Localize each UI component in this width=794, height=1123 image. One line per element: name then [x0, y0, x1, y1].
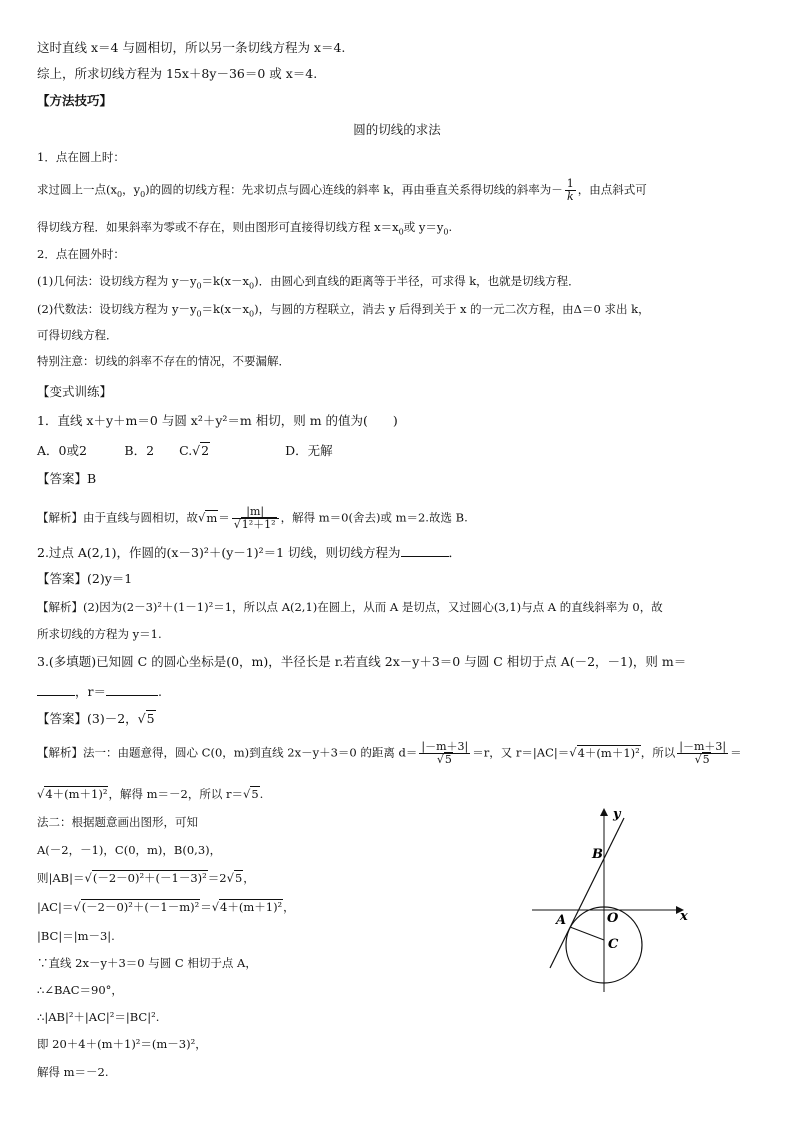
- answer-3: 【答案】(3)－2，√5: [37, 711, 155, 726]
- label-x: x: [680, 909, 688, 924]
- method-heading: 【方法技巧】: [37, 93, 113, 108]
- question-2: 2.过点 A(2,1)，作圆的(x－3)²＋(y－1)²＝1 切线，则切线方程为 ．: [37, 545, 462, 560]
- text-line: 这时直线 x＝4 与圆相切，所以另一条切线方程为 x＝4.: [37, 40, 346, 55]
- answer-blank: [37, 683, 75, 696]
- text-line: 2．点在圆外时：: [37, 247, 125, 261]
- question-3: 3.(多填题)已知圆 C 的圆心坐标是(0，m)，半径长是 r.若直线 2x－y＋3＝0 与圆 C 相切于点 A(－2，－1)，则 m＝: [37, 654, 687, 669]
- text-line: 可得切线方程．: [37, 328, 118, 342]
- text-line: 求过圆上一点($x_0$，$y_0$)的圆的切线方程：先求切点与圆心连线的斜率 k，再由垂直关系得切线的斜率为－ $\frac{1}{k}$ ，由点斜式可: [37, 177, 647, 203]
- explanation-3: 【解析】法一：由题意得，圆心 C(0，m)到直线 2x－y＋3＝0 的距离 d＝ $\frac{|-m+3|}{√5}$ ＝r，又 r＝|AC|＝√4＋(m＋1)²，所以 $\frac{|-m+3|}{√5}$ ＝: [37, 740, 742, 766]
- label-y: y: [613, 807, 621, 822]
- method-2: ∴|AB|²＋|AC|²＝|BC|².: [37, 1010, 160, 1024]
- explanation-2: 所求切线的方程为 y＝1.: [37, 627, 162, 641]
- section-title: 圆的切线的求法: [353, 122, 441, 137]
- label-c: C: [608, 937, 619, 952]
- question-3: ，r＝ .: [37, 683, 764, 700]
- fraction: $\frac{|-m+3|}{√5}$: [421, 740, 469, 766]
- explanation-3: √4＋(m＋1)²，解得 m＝－2，所以 r＝√5.: [37, 787, 264, 801]
- answer-2: 【答案】(2)y＝1: [37, 571, 133, 586]
- fraction: $\frac{|m|}{\text{√1²＋1²}}$: [232, 506, 279, 531]
- text-line: 1．点在圆上时：: [37, 150, 125, 164]
- answer-blank: [401, 544, 449, 557]
- text-line: 得切线方程．如果斜率为零或不存在，则由图形可直接得切线方程 $x=x_0$或 $y=y_0$.: [37, 220, 453, 237]
- label-o: O: [607, 911, 619, 926]
- text-line: (2)代数法：设切线方程为 $y-y_0=k(x-x_0)$，与圆的方程联立，消去 y 后得到关于 x 的一元二次方程，由Δ＝0 求出 k，: [37, 302, 650, 319]
- tangent-figure: [520, 800, 700, 1000]
- text-line: 综上，所求切线方程为 15x＋8y－36＝0 或 x＝4.: [37, 66, 318, 81]
- question-1: 1．直线 x＋y＋m＝0 与圆 x²＋y²＝m 相切，则 m 的值为( ): [37, 413, 398, 428]
- method-2: 解得 m＝－2.: [37, 1065, 109, 1079]
- explanation-1: 【解析】由于直线与圆相切，故√m＝ $\frac{|m|}{\text{√1²＋1²}}$ ，解得 m＝0(舍去)或 m＝2.故选 B.: [37, 505, 468, 531]
- method-2: A(－2，－1)，C(0，m)，B(0,3)，: [37, 843, 222, 857]
- radius-ac: [570, 927, 604, 940]
- method-2: ∵直线 2x－y＋3＝0 与圆 C 相切于点 A，: [37, 956, 257, 970]
- fraction: $\frac{1}{k}$: [566, 177, 574, 203]
- method-2: ∴∠BAC＝90°，: [37, 983, 123, 997]
- method-2: |AC|＝√(－2－0)²＋(－1－m)²＝√4＋(m＋1)²，: [37, 900, 295, 914]
- label-a: A: [556, 913, 567, 928]
- variant-heading: 【变式训练】: [37, 384, 113, 399]
- fraction: $\frac{|-m+3|}{√5}$: [679, 740, 727, 766]
- answer-blank: [106, 683, 158, 696]
- method-2: 即 20＋4＋(m＋1)²＝(m－3)²，: [37, 1037, 207, 1051]
- label-b: B: [592, 847, 603, 862]
- question-1-options: A．0或2 B．2 C.√2 D．无解: [37, 443, 333, 458]
- text-line: (1)几何法：设切线方程为 $y-y_0=k(x-x_0)$．由圆心到直线的距离等于半径，可求得 k，也就是切线方程．: [37, 274, 580, 291]
- explanation-2: 【解析】(2)因为(2－3)²＋(1－1)²＝1，所以点 A(2,1)在圆上，从而 A 是切点，又过圆心(3,1)与点 A 的直线斜率为 0，故: [37, 600, 663, 614]
- text-line: 特别注意：切线的斜率不存在的情况，不要漏解．: [37, 354, 290, 368]
- method-2: 则|AB|＝√(－2－0)²＋(－1－3)²＝2√5，: [37, 871, 255, 885]
- method-2: 法二：根据题意画出图形，可知: [37, 815, 198, 829]
- answer-1: 【答案】B: [37, 471, 97, 486]
- method-2: |BC|＝|m－3|.: [37, 929, 115, 943]
